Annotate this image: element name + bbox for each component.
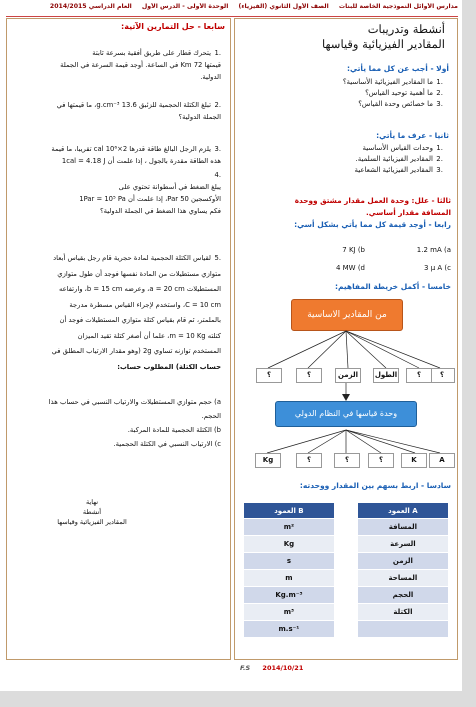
exercise-1: .1يتحرك قطار على طريق أفقية بسرعة ثابتة قيمتها 72 Km في الساعة. أوجد قيمة السرعة في الجملة الدولية. [60, 49, 221, 81]
concept-map-units: وحدة قياسها في النظام الدولي [275, 401, 417, 427]
list-item: .3ما خصائص وحدة القياس؟ [358, 100, 443, 108]
exercise-5-questions: a) حجم متوازي المستطيلات والارتياب النسبي في حساب هذا الحجم. b) الكتلة الحجمية للمادة المركبة. c) الارتياب النسبي في الكتلة الحجمية. [48, 398, 221, 448]
end-note: نهاية أنشطة المقادير الفيزيائية وقياسها [57, 498, 127, 526]
page-header [6, 3, 458, 17]
map-top-child-2: ؟ [406, 368, 432, 383]
year-label: العام الدراسي 2014/2015 [49, 3, 132, 10]
table-row: s الزمن [244, 553, 449, 570]
table-row: m.s⁻¹ [244, 621, 449, 638]
section-1-list [243, 77, 443, 110]
exp-item-d: 4 MW (d [335, 264, 365, 272]
exercise-3: .3يلزم الرجل البالغ طاقة قدرها 2×10⁶ cal تقريبا، ما قيمة هذه الطاقة مقدرة بالجول ، إذا علمت أن 1cal = 4.18 J [51, 145, 221, 165]
grade-label: الصف الأول الثانوي (الفيزياء) [238, 3, 329, 10]
list-item: .2المقادير الفيزيائية السلمية. [355, 155, 443, 163]
worksheet-date: 2014/10/21 [262, 664, 304, 672]
section-1-title: أولا - أجب عن كل مما يأتي: [347, 64, 449, 73]
exercise-5: .5لقياس الكتلة الحجمية لمادة حجرية قام رجل بقياس أبعاد متوازي مستطيلات من المادة نفسها فوجد أن طول متوازي المستطيلات a = 20 cm، وعرضه b = 15 cm، وارتفاعه C = 10 cm، واستخدم لإجراء القياس مسطرة مدرجة بالملمتر، ثم قام بقياس كتلة متوازي المستطيلات فوجد أن كتلته m = 10 Kg، علما أن أصغر كتلة تقيد الميزان المستخدم توازنه تساوي 2g (وهو مقدار الارتياب المطلق في حساب الكتلة) المطلوب حساب: [51, 254, 221, 371]
page-footer [240, 664, 303, 672]
map-unit-child-1: A [429, 453, 455, 468]
section-5-title: خامسا - أكمل خريطة المفاهيم: [334, 282, 451, 291]
map-unit-child-4: ؟ [334, 453, 360, 468]
map-top-child-4: الزمن [335, 368, 361, 383]
activities-title: أنشطة وتدريبات [367, 22, 445, 36]
school-name: مدارس الأوائل النموذجية الخاصة للبنات [338, 3, 458, 10]
map-top-child-6: ؟ [256, 368, 282, 383]
column-b-header: العمود B [244, 503, 335, 519]
table-row: m² المسافة [244, 519, 449, 536]
exp-item-b: 7 KJ (b [342, 246, 365, 254]
list-item: .1وحدات القياس الأساسية [362, 144, 443, 152]
exercise-2: .2تبلغ الكتلة الحجمية للزئبق 13.6 g.cm⁻³، ما قيمتها في الجملة الدولية؟ [56, 101, 221, 121]
table-row: Kg السرعة [244, 536, 449, 553]
exp-item-c: 3 μ A (c [424, 264, 451, 272]
section-2-title: ثانيا - عرف ما يأتي: [376, 131, 449, 140]
map-unit-child-2: K [401, 453, 427, 468]
right-column [234, 18, 458, 660]
list-item: .3المقادير الفيزيائية الشعاعية [354, 166, 443, 174]
section-6-title: سادسا - اربط بسهم بين المقدار ووحدته: [299, 481, 451, 490]
section-4-title: رابعا - أوجد قيمة كل مما يأتي بشكل أسي: [294, 220, 451, 229]
table-row: m³ الكتلة [244, 604, 449, 621]
section-2-list [243, 143, 443, 176]
map-top-child-1: ؟ [429, 368, 455, 383]
author-initials: F.S [240, 664, 251, 672]
map-unit-child-5: ؟ [296, 453, 322, 468]
exercises-title: سابعا - حل التمارين الآتية: [121, 22, 225, 31]
section-3-title-line2: المسافة مقدار أساسي. [365, 208, 451, 217]
section-3-title: ثالثا - علل: وحدة العمل مقدار مشتق ووحدة [294, 196, 451, 205]
concept-map-root: من المقادير الاساسية [291, 299, 403, 331]
matching-table [243, 502, 449, 638]
map-top-child-3: الطول [373, 368, 399, 383]
exp-item-a: 1.2 mA (a [416, 246, 451, 254]
activities-subtitle: المقادير الفيزيائية وقياسها [322, 37, 445, 51]
list-item: .2ما أهمية توحيد القياس؟ [365, 89, 443, 97]
map-unit-child-6: Kg [255, 453, 281, 468]
column-a-header: العمود A [357, 503, 448, 519]
map-unit-child-3: ؟ [368, 453, 394, 468]
list-item: .1ما المقادير الفيزيائية الأساسية؟ [342, 78, 443, 86]
table-row: Kg.m⁻³ الحجم [244, 587, 449, 604]
table-row: m المساحة [244, 570, 449, 587]
map-top-child-5: ؟ [296, 368, 322, 383]
unit-label: الوحدة الأولى - الدرس الأول [141, 3, 229, 10]
exercise-4: .4 يبلغ الضغط في أسطوانة تحتوي على الأوكسجين 50 Par، إذا علمت أن 1Par = 10⁵ Pa فكم يساوي هذا الضغط في الجملة الدولية؟ [79, 171, 221, 215]
left-column [6, 18, 231, 660]
